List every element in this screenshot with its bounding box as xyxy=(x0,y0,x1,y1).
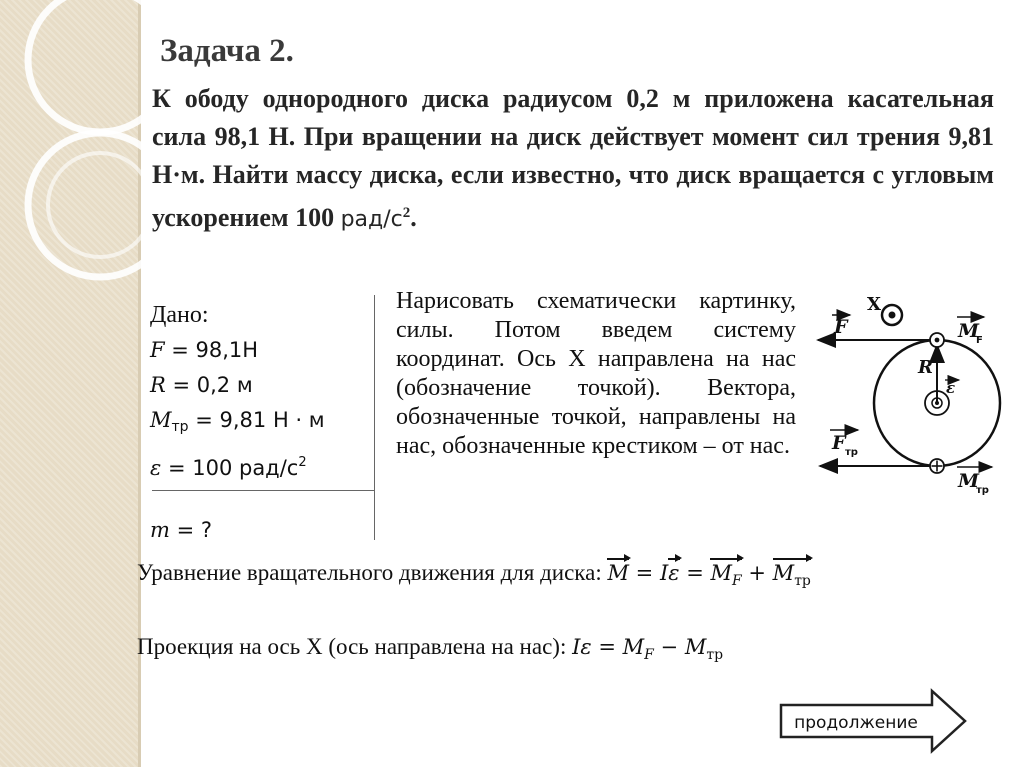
eq1-MF: M xyxy=(710,561,732,585)
vector-M xyxy=(607,561,629,585)
given-block xyxy=(150,298,380,486)
eq1-I: I xyxy=(659,561,669,585)
given-eps-value: = 100 рад/с xyxy=(161,456,299,480)
projection-equation xyxy=(137,634,723,663)
instruction-note: Нарисовать схематически картинку, силы. Потом введем систему координат. Ось X направлена на нас (обозначение точкой). Вектора, обозначенные точкой, направлены на нас, обозначенные крестиком – от нас. xyxy=(396,288,796,459)
eq2-MF-sub: F xyxy=(644,647,654,663)
problem-end: . xyxy=(410,203,417,232)
given-radius-value: = 0,2 м xyxy=(165,373,253,397)
given-moment-value: = 9,81 Н ⋅ м xyxy=(188,408,325,432)
eq2-minus: − xyxy=(653,635,685,659)
given-force-symbol: F xyxy=(150,338,165,362)
given-vertical-divider xyxy=(374,295,375,540)
vector-MF xyxy=(710,561,741,589)
friction-moment-sub: тр xyxy=(976,485,989,496)
eq2-I: I xyxy=(572,635,581,659)
given-radius xyxy=(150,368,380,403)
unknown-quantity xyxy=(150,518,212,542)
eq1-plus: + xyxy=(741,561,773,585)
vector-eps xyxy=(668,561,679,585)
given-radius-symbol: R xyxy=(150,373,166,397)
continue-button[interactable] xyxy=(778,688,970,754)
radius-label: R xyxy=(918,357,933,378)
eq2-Mtr: M xyxy=(684,635,707,659)
moment-label: M xyxy=(958,320,980,342)
eq1-eps: ε xyxy=(668,561,680,585)
eq2-equals: = xyxy=(591,635,623,659)
moment-sub: F xyxy=(976,335,983,346)
eq2-eps: ε xyxy=(580,635,592,659)
given-moment-symbol: M xyxy=(150,408,172,432)
epsilon-center-dot xyxy=(935,401,939,405)
given-eps-symbol: ε xyxy=(150,456,162,480)
disk-diagram xyxy=(812,285,1012,505)
slide-title: Задача 2. xyxy=(160,33,294,69)
projection-equation-math xyxy=(572,635,724,663)
rotation-equation-math xyxy=(607,561,811,589)
moment-dot-center xyxy=(935,338,940,343)
projection-equation-label: Проекция на ось X (ось направлена на нас): xyxy=(137,634,573,659)
problem-unit-power: 2 xyxy=(402,205,411,221)
problem-text: К ободу однородного диска радиусом 0,2 м приложена касательная сила 98,1 Н. При вращении на диск действует момент сил трения 9,81 Н·м. Найти массу диска, если известно, что диск вращается с угловым ускорением 100 xyxy=(152,84,994,232)
x-axis-label: X xyxy=(867,294,881,315)
given-moment-sub: тр xyxy=(171,419,189,435)
friction-moment-label: M xyxy=(958,470,980,492)
given-force xyxy=(150,333,380,368)
eq1-Mtr: M xyxy=(772,561,795,585)
decorative-rings xyxy=(0,0,160,330)
given-header: Дано: xyxy=(150,302,209,328)
eq2-MF: M xyxy=(622,635,645,659)
force-label: F xyxy=(834,316,848,338)
given-eps-power: 2 xyxy=(298,455,307,470)
eq1-equals-1: = xyxy=(629,561,660,585)
rotation-equation-label: Уравнение вращательного движения для диска: xyxy=(137,560,608,585)
given-friction-moment xyxy=(150,403,380,445)
given-horizontal-divider xyxy=(152,490,374,491)
eq2-Mtr-sub: тр xyxy=(706,647,724,663)
eq1-M: M xyxy=(607,561,629,585)
eq1-MF-sub: F xyxy=(732,573,742,589)
problem-unit: рад/с xyxy=(340,207,403,232)
unknown-symbol: m xyxy=(150,518,170,542)
continue-button-label[interactable]: продолжение xyxy=(794,713,918,733)
friction-force-label: F xyxy=(832,432,846,454)
given-angular-acceleration xyxy=(150,445,380,486)
x-axis-dot-center xyxy=(889,312,896,319)
problem-statement xyxy=(152,80,994,239)
rotation-equation xyxy=(137,560,811,589)
vector-Mtr xyxy=(773,561,811,589)
friction-force-sub: тр xyxy=(845,447,858,458)
eq1-equals-2: = xyxy=(679,561,711,585)
given-force-value: = 98,1Н xyxy=(164,338,259,362)
unknown-value: = ? xyxy=(169,518,213,542)
epsilon-label: ε xyxy=(946,379,956,397)
eq1-Mtr-sub: тр xyxy=(794,573,811,589)
